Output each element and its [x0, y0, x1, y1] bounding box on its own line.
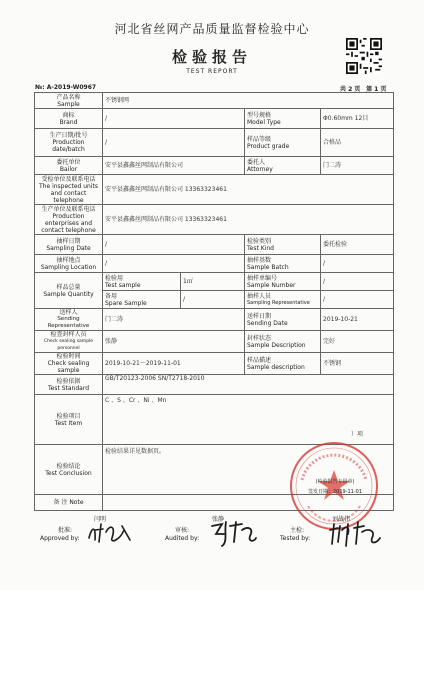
row-sampling-location	[35, 255, 394, 273]
tester-signature-icon	[326, 520, 382, 550]
test-item-list: C 、S 、Cr 、Ni 、Mn	[105, 397, 167, 404]
row-sending-rep	[35, 309, 394, 331]
label-production-date: 生产日期/批号 Production date/batch	[35, 129, 103, 157]
label-sending-date: 送样日期 Sending Date	[245, 309, 321, 331]
value-sampling-date: /	[103, 235, 245, 255]
qr-code-icon	[346, 38, 382, 74]
label-spare-sample: 备用 Spare Sample	[103, 291, 181, 309]
value-sample-description-2: 不锈钢	[321, 353, 394, 375]
auditor-printed-name: 张静	[212, 516, 225, 523]
label-production-enterprises: 生产单位及联系电话 Production enterprises and contact telephone	[35, 205, 103, 235]
label-brand: 商标 Brand	[35, 109, 103, 129]
row-test-item	[35, 395, 394, 445]
approved-by-label: 批准: Approved by:	[40, 527, 80, 542]
label-inspected-units: 受检单位及联系电话 The inspected units and contact telephone	[35, 175, 103, 205]
sign-date-value: 2019-11-01	[332, 489, 363, 495]
label-sending-rep: 送样人 Sending Representative	[35, 309, 103, 331]
row-production-enterprises	[35, 205, 394, 235]
document-number: №: A-2019-W0967	[35, 84, 97, 91]
value-bailor: 安平县鑫鑫丝网制品有限公司	[103, 157, 245, 175]
value-brand: /	[103, 109, 245, 129]
tester-printed-name: 刘战伟	[332, 516, 351, 523]
value-grade: 合格品	[321, 129, 394, 157]
label-sampling-rep: 抽样人员 Sampling Representative	[245, 291, 321, 309]
value-production-enterprises: 安平县鑫鑫丝网制品有限公司 13363323461	[103, 205, 394, 235]
value-spare-sample: /	[181, 291, 245, 309]
row-bailor	[35, 157, 394, 175]
value-test-sample: 1㎡	[181, 273, 245, 291]
value-sending-date: 2019-10-21	[321, 309, 394, 331]
label-note: 备 注 Note	[35, 495, 103, 511]
item-count-suffix: ）项	[351, 431, 364, 438]
tested-by-label: 主检: Tested by:	[280, 527, 311, 542]
label-model: 型号规格 Model Type	[245, 109, 321, 129]
label-test-sample: 检验用 Test sample	[103, 273, 181, 291]
row-sample-quantity-test	[35, 273, 394, 291]
row-test-standard	[35, 375, 394, 395]
label-check-sealing-sample: 检验时间 Check sealing sample	[35, 353, 103, 375]
page-total: 共 2 页	[340, 86, 361, 93]
label-test-kind: 检验类别 Test Kind	[245, 235, 321, 255]
row-brand	[35, 109, 394, 129]
value-production-date: /	[103, 129, 245, 157]
value-test-standard: GB/T20123-2006 SN/T2718-2010	[103, 375, 394, 395]
row-check-sealing-personnel	[35, 331, 394, 353]
value-sending-rep: 门二涛	[103, 309, 245, 331]
label-sample-number: 抽样单编号 Sample Number	[245, 273, 321, 291]
label-sample-quantity: 样品总量 Sample Quantity	[35, 273, 103, 309]
value-sample: 不锈钢网	[103, 93, 394, 109]
label-sample-description-2: 样品描述 Sample description	[245, 353, 321, 375]
approver-printed-name: 闫明	[94, 516, 107, 523]
seal-label: (检验报告专用章)	[315, 479, 355, 485]
value-sampling-location: /	[103, 255, 245, 273]
report-title: 检验报告	[171, 48, 252, 66]
row-sample	[35, 93, 394, 109]
row-sampling-date	[35, 235, 394, 255]
label-sample-batch: 抽样基数 Sample Batch	[245, 255, 321, 273]
label-test-standard: 检验依据 Test Standard	[35, 375, 103, 395]
label-test-conclusion: 检验结论 Test Conclusion	[35, 445, 103, 495]
value-test-kind: 委托检验	[321, 235, 394, 255]
auditor-signature-icon	[208, 518, 260, 548]
value-test-conclusion: 检验结果详见数据页。	[103, 445, 394, 495]
value-sample-number: /	[321, 273, 394, 291]
row-production-date	[35, 129, 394, 157]
value-model: Φ0.60mm 12目	[321, 109, 394, 129]
label-sampling-date: 抽样日期 Sampling Date	[35, 235, 103, 255]
label-grade: 样品等级 Product grade	[245, 129, 321, 157]
agency-name: 河北省丝网产品质量监督检验中心	[114, 22, 310, 36]
label-bailor: 委托单位 Bailor	[35, 157, 103, 175]
value-inspected-units: 安平县鑫鑫丝网制品有限公司 13363323461	[103, 175, 394, 205]
value-test-item	[103, 395, 394, 445]
row-check-sealing-sample	[35, 353, 394, 375]
label-sampling-location: 抽样地点 Sampling Location	[35, 255, 103, 273]
row-inspected-units	[35, 175, 394, 205]
value-check-sealing-sample: 2019-10-21～2019-11-01	[103, 353, 245, 375]
label-check-sealing-personnel: 检查封样人员 Check sealing sample personnel	[35, 331, 103, 353]
label-attorney: 委托人 Attorney	[245, 157, 321, 175]
approver-signature-icon	[86, 520, 136, 546]
sign-date	[280, 488, 390, 495]
value-sample-description: 完好	[321, 331, 394, 353]
label-sample: 产品名称 Sample	[35, 93, 103, 109]
label-sample-description: 封样状态 Sample Description	[245, 331, 321, 353]
report-subtitle: TEST REPORT	[186, 68, 238, 75]
value-sampling-rep: /	[321, 291, 394, 309]
value-sample-batch: /	[321, 255, 394, 273]
value-attorney: 门二涛	[321, 157, 394, 175]
page-current: 第 1 页	[366, 86, 387, 93]
label-test-item: 检验项目 Test Item	[35, 395, 103, 445]
value-check-sealing-personnel: 张静	[103, 331, 245, 353]
audited-by-label: 审核: Audited by:	[165, 527, 200, 542]
sign-date-label: 签发日期：	[307, 489, 333, 495]
